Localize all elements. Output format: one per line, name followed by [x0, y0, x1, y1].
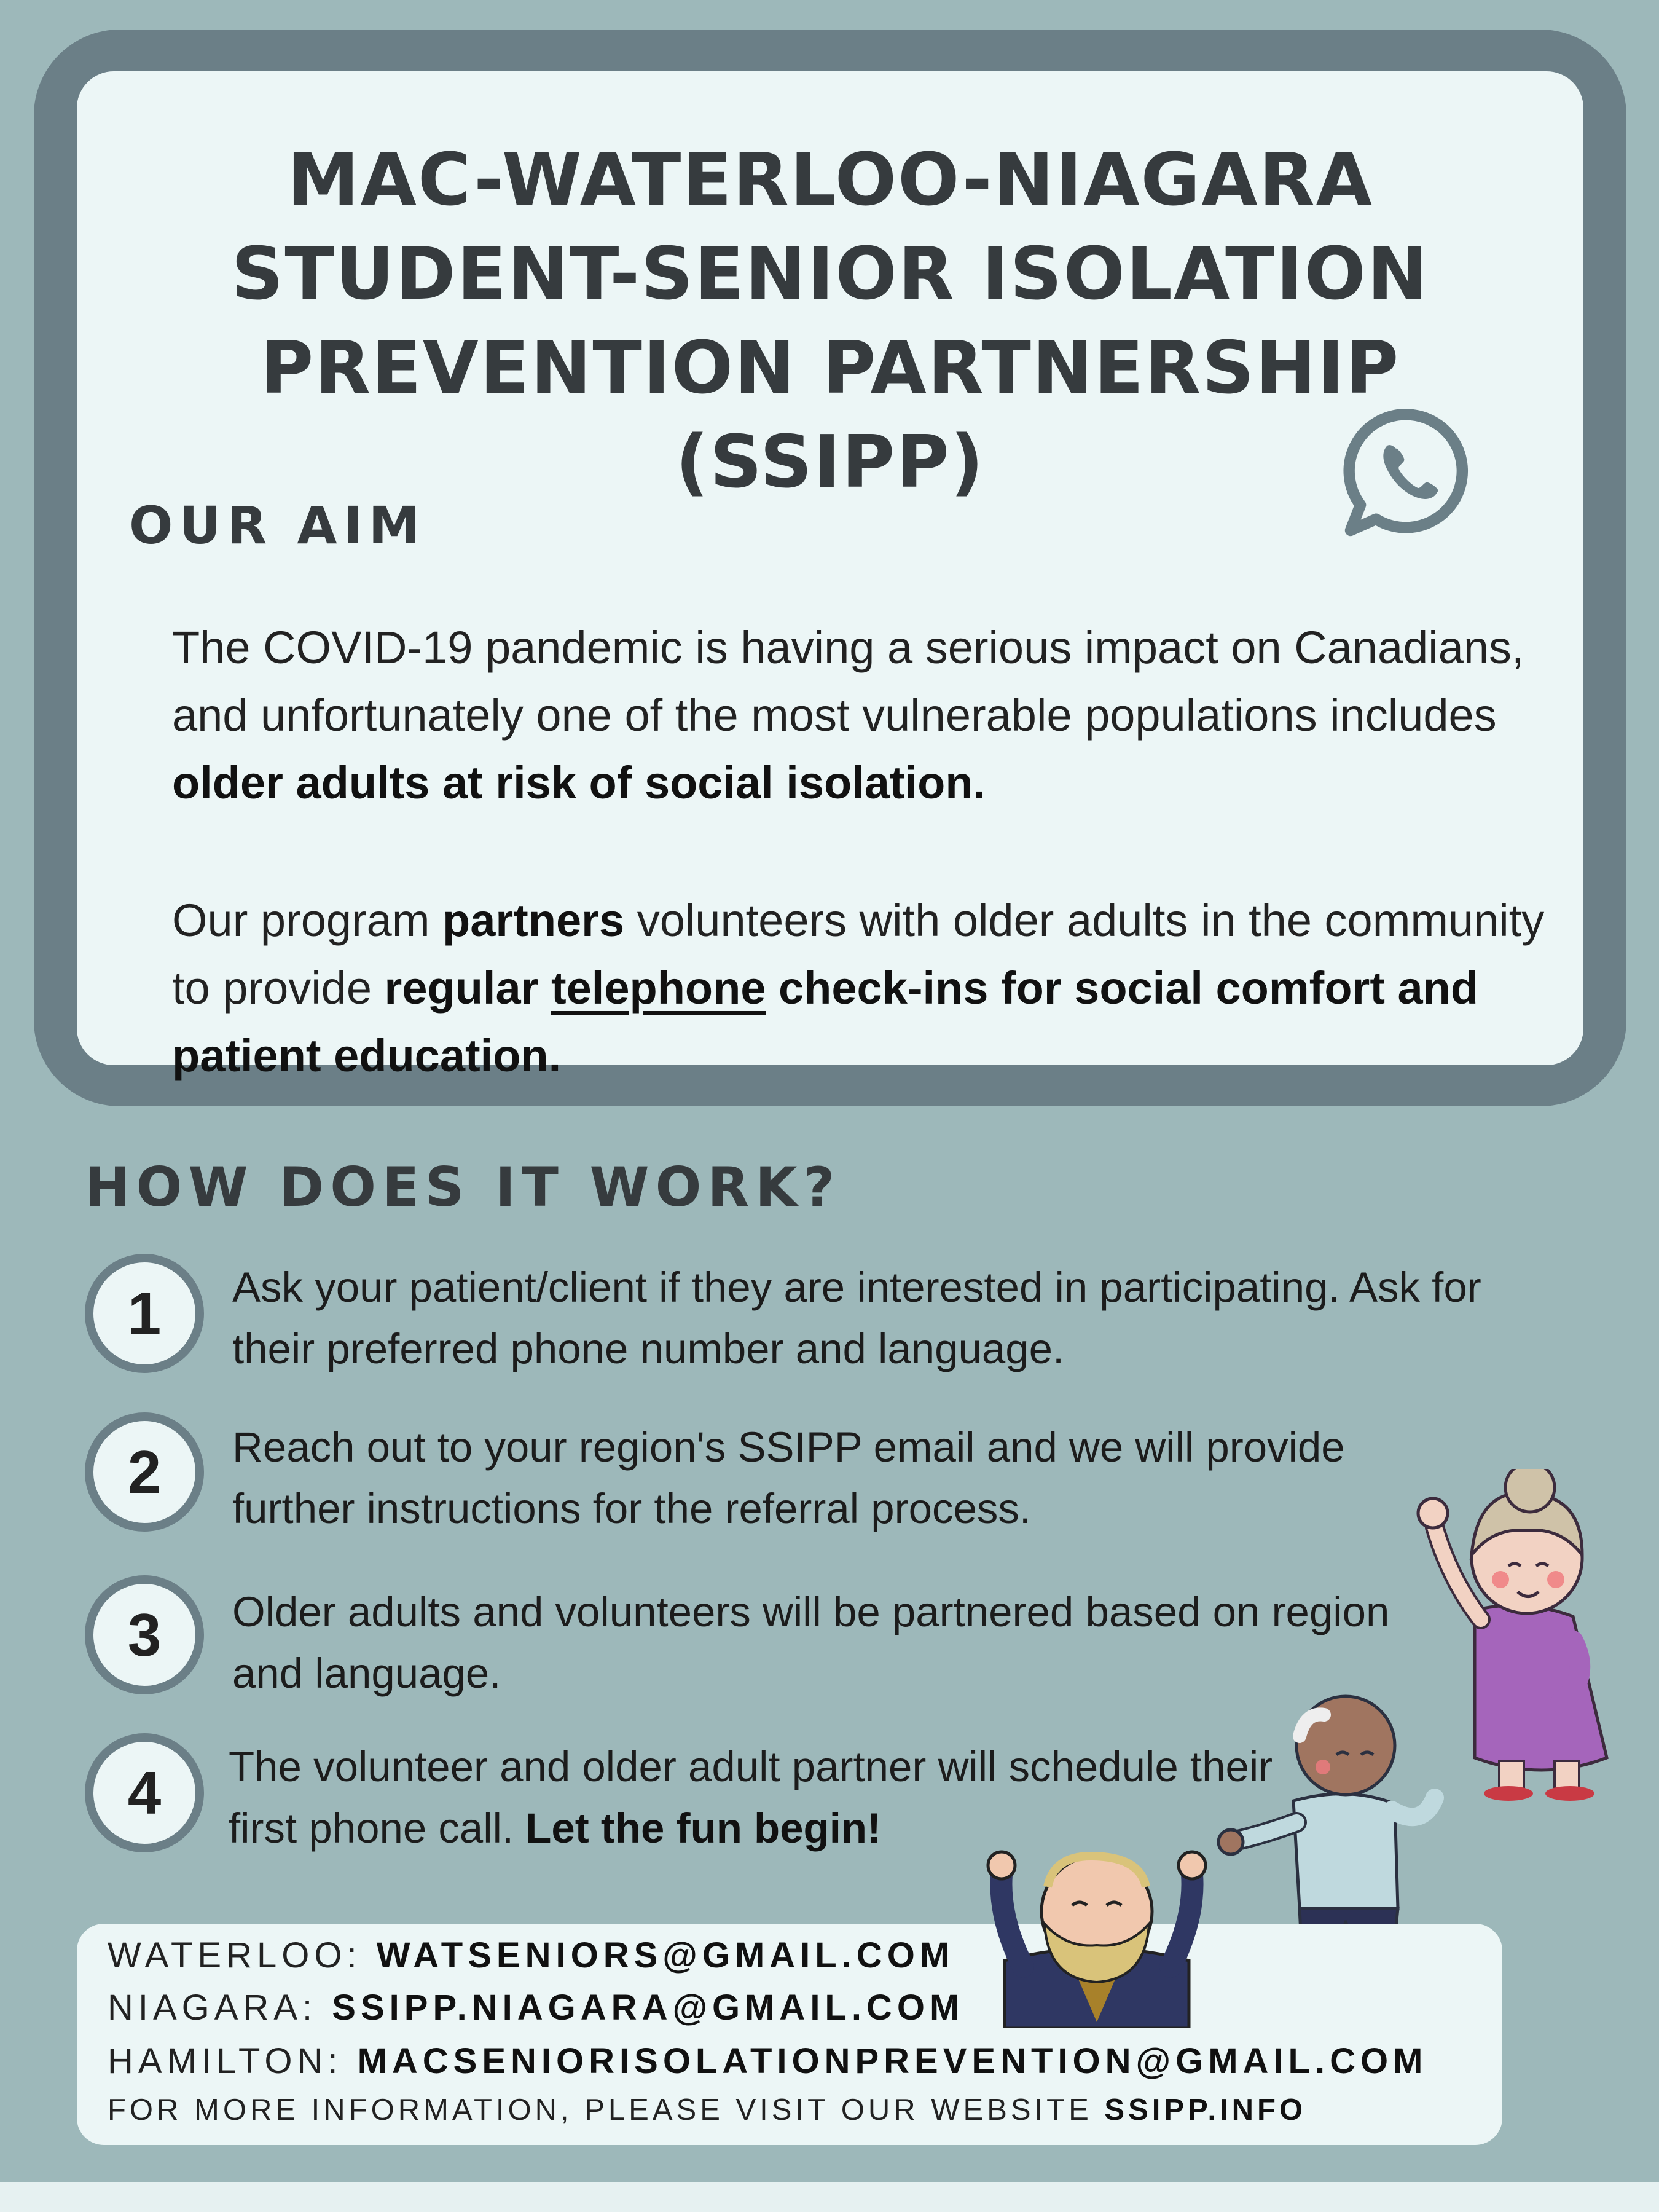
- aim-paragraph-2: [172, 887, 1579, 1090]
- step-number-4: 4: [85, 1733, 204, 1852]
- step-text-1: Ask your patient/client if they are interested in participating. Ask for their preferred phone number and language.: [232, 1264, 1481, 1372]
- contact-waterloo-email[interactable]: WATSENIORS@GMAIL.COM: [376, 1935, 955, 1975]
- contact-waterloo: [108, 1935, 954, 1976]
- step-4-text: The volunteer and older adult partner will schedule their first phone call.: [229, 1743, 1273, 1852]
- how-heading: HOW DOES IT WORK?: [85, 1155, 841, 1219]
- step-text-3: Older adults and volunteers will be partnered based on region and language.: [232, 1588, 1390, 1697]
- aim-p2-text-b: volunteers with older adults in the community to provide: [172, 895, 1545, 1014]
- aim-p1-text: The COVID-19 pandemic is having a serious impact on Canadians, and unfortunately one of the most vulnerable populations includes: [172, 622, 1524, 741]
- aim-p2-bold-partners: partners: [442, 895, 625, 946]
- step-number-1: 1: [85, 1254, 204, 1373]
- aim-p2-text-a: Our program: [172, 895, 443, 946]
- contact-niagara: [108, 1987, 964, 2028]
- title-line-2: STUDENT-SENIOR ISOLATION: [231, 231, 1429, 316]
- aim-p2-underline-telephone: telephone: [551, 962, 766, 1014]
- contact-niagara-email[interactable]: SSIPP.NIAGARA@GMAIL.COM: [332, 1988, 965, 2028]
- title-line-1: MAC-WATERLOO-NIAGARA: [287, 137, 1373, 222]
- step-text-2: Reach out to your region's SSIPP email and we will provide further instructions for the referral process.: [232, 1423, 1345, 1532]
- aim-heading: OUR AIM: [129, 495, 426, 556]
- step-4-bold: Let the fun begin!: [525, 1805, 882, 1852]
- contact-niagara-label: NIAGARA:: [108, 1988, 332, 2028]
- title-line-3: PREVENTION PARTNERSHIP: [260, 325, 1400, 410]
- aim-paragraph-1: [172, 614, 1579, 817]
- top-frame: [34, 30, 1626, 1106]
- contact-hamilton-label: HAMILTON:: [108, 2041, 358, 2081]
- senior-bearded-man-illustration: [968, 1838, 1226, 2028]
- footer-website-link[interactable]: SSIPP.INFO: [1104, 2093, 1307, 2127]
- contact-hamilton: [108, 2041, 1427, 2082]
- phone-chat-bubble-icon: [1336, 403, 1478, 545]
- title-line-4: (SSIPP): [675, 419, 985, 504]
- footer-info: [108, 2093, 1306, 2127]
- step-number-2: 2: [85, 1412, 204, 1532]
- contact-waterloo-label: WATERLOO:: [108, 1935, 377, 1975]
- aim-card: [77, 71, 1583, 1081]
- aim-p2-bold-regular: regular: [384, 962, 551, 1014]
- contact-hamilton-email[interactable]: MACSENIORISOLATIONPREVENTION@GMAIL.COM: [357, 2041, 1428, 2081]
- aim-p1-bold: older adults at risk of social isolation.: [172, 757, 986, 808]
- footer-text: FOR MORE INFORMATION, PLEASE VISIT OUR WEBSITE: [108, 2093, 1105, 2127]
- step-number-3: 3: [85, 1575, 204, 1694]
- aim-p2-bold-rest: check-ins for social comfort and patient education.: [172, 962, 1479, 1081]
- bottom-strip: [0, 2182, 1659, 2212]
